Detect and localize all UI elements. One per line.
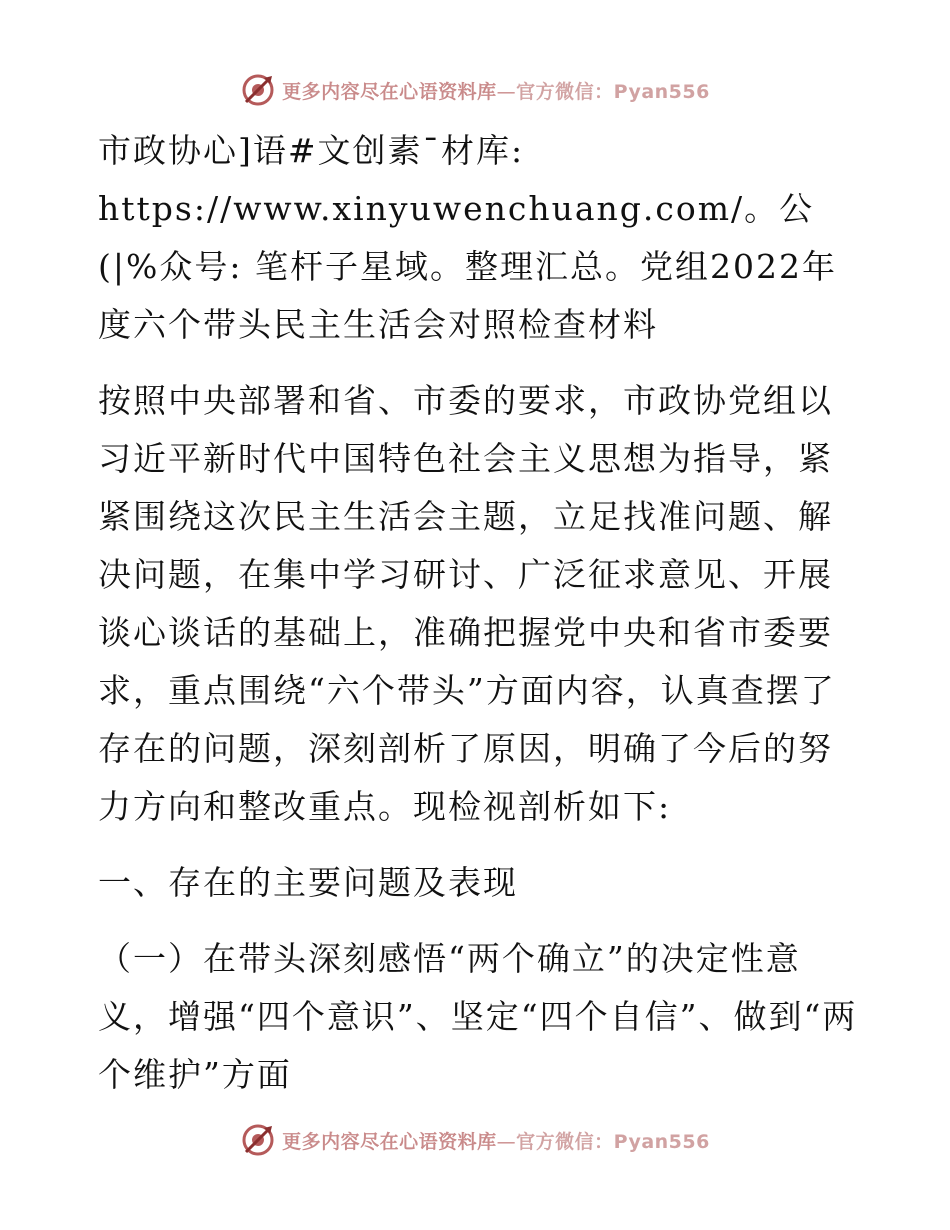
watermark-separator: —: [496, 80, 517, 103]
watermark-main-text: 更多内容尽在心语资料库: [282, 1130, 497, 1153]
section-heading: 一、存在的主要问题及表现: [98, 863, 518, 902]
subsection-heading: （一）在带头深刻感悟“两个确立”的决定性意义，增强“四个意识”、坚定“四个自信”、做到“两个维护”方面: [98, 939, 858, 1094]
document-body: [98, 122, 858, 1104]
watermark-separator: —: [496, 1130, 517, 1153]
quill-seal-icon: [240, 1122, 276, 1158]
document-title: 市政协心]语#文创素¯材库: https://www.xinyuwenchuang.com/。公(|%众号: 笔杆子星域。整理汇总。党组2022年度六个带头民主生活会对照检查材料: [98, 131, 837, 344]
quill-seal-icon: [240, 72, 276, 108]
watermark-wechat-text: 官方微信：Pyan556: [516, 80, 710, 103]
watermark-wechat-text: 官方微信：Pyan556: [516, 1130, 710, 1153]
watermark-header: [0, 70, 950, 110]
watermark-footer: [0, 1120, 950, 1160]
intro-paragraph: 按照中央部署和省、市委的要求，市政协党组以习近平新时代中国特色社会主义思想为指导，紧紧围绕这次民主生活会主题，立足找准问题、解决问题，在集中学习研讨、广泛征求意见、开展谈心谈话的基础上，准确把握党中央和省市委要求，重点围绕“六个带头”方面内容，认真查摆了存在的问题，深刻剖析了原因，明确了今后的努力方向和整改重点。现检视剖析如下:: [98, 381, 836, 826]
watermark-main-text: 更多内容尽在心语资料库: [282, 80, 497, 103]
